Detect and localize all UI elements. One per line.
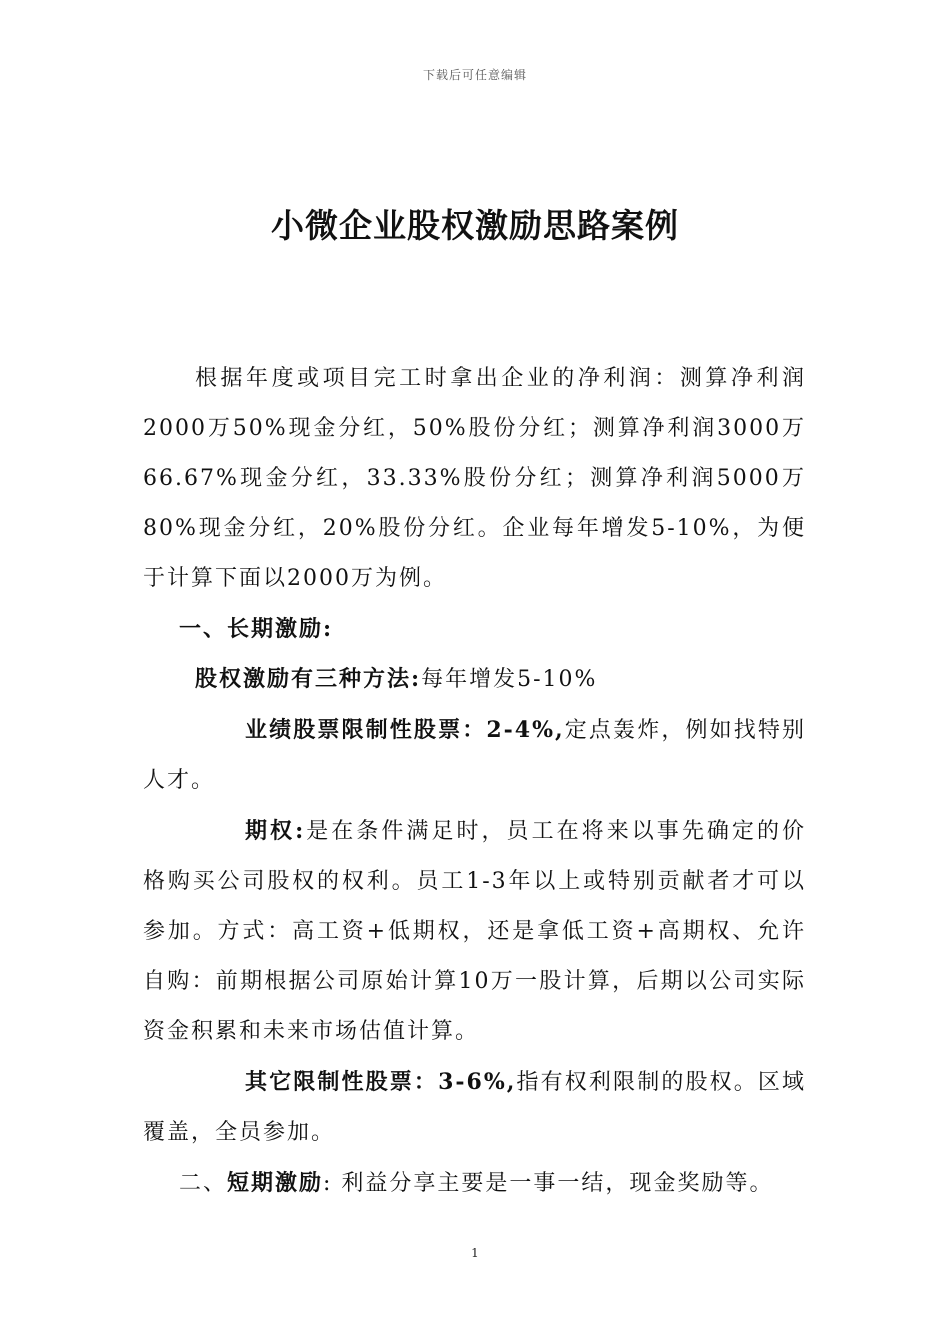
page-header-note: 下载后可任意编辑	[422, 68, 527, 82]
item3-text: 指有权利限制的股权。区域覆盖，全员参加。	[143, 1070, 806, 1145]
intro-paragraph: 根据年度或项目完工时拿出企业的净利润：测算净利润2000万50%现金分红，50%股份分红；测算净利润3000万66.67%现金分红，33.33%股份分红；测算净利润5000万80%现金分红，20%股份分红。企业每年增发5-10%，为便于计算下面以2000万为例。	[143, 366, 806, 591]
page-number: 1	[471, 1246, 479, 1260]
item3-paragraph	[143, 1057, 806, 1158]
section2-label: 短期激励	[227, 1170, 324, 1196]
section2-prefix: 二、	[179, 1171, 228, 1196]
document-title: 小微企业股权激励思路案例	[271, 206, 679, 245]
item2-text: 是在条件满足时，员工在将来以事先确定的价格购买公司股权的权利。员工1-3年以上或特别贡献者才可以参加。方式：高工资+低期权，还是拿低工资+高期权、允许自购：前期根据公司原始计算10万一股计算，后期以公司实际资金积累和未来市场估值计算。	[143, 819, 806, 1044]
section2-text: : 利益分享主要是一事一结，现金奖励等。	[323, 1171, 774, 1196]
document-body	[143, 354, 806, 1209]
item1-text: 定点轰炸，例如找特别人才。	[143, 718, 806, 793]
item1-paragraph	[143, 705, 806, 806]
methods-paragraph	[143, 654, 806, 705]
item3-label: 其它限制性股票：3-6%,	[245, 1069, 517, 1095]
item2-label: 期权:	[245, 818, 306, 844]
item2-paragraph	[143, 806, 806, 1057]
item1-label: 业绩股票限制性股票：2-4%,	[245, 717, 565, 743]
methods-text: 每年增发5-10%	[421, 667, 598, 692]
methods-label: 股权激励有三种方法:	[195, 666, 422, 692]
section2-paragraph	[143, 1158, 806, 1209]
section1-heading: 一、长期激励:	[179, 616, 334, 642]
